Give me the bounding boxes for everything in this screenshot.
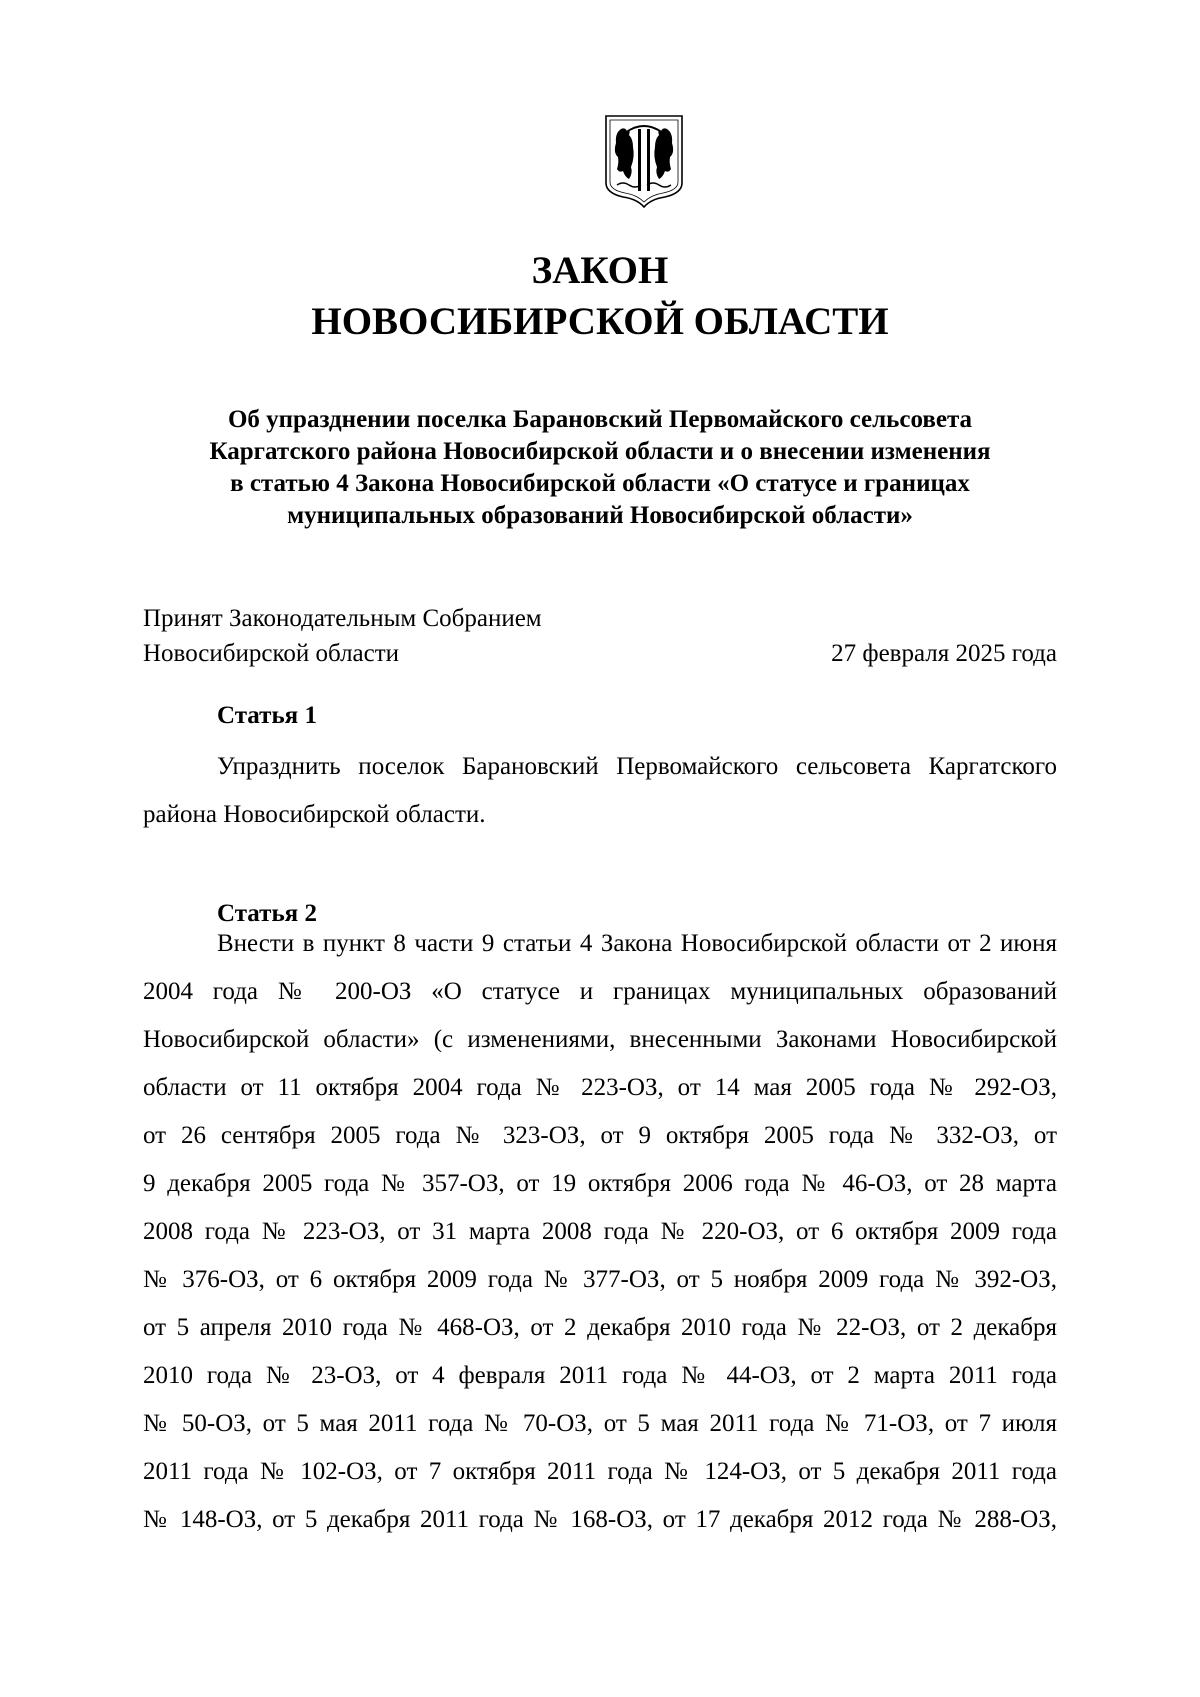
law-subject-heading [150, 404, 1050, 532]
adoption-statement [143, 601, 542, 671]
article-2-line: 2004 года № 200-ОЗ «О статусе и границах муниципальных образований [143, 978, 1057, 1005]
article-1-line: Упразднить поселок Барановский Первомайского сельсовета Каргатского [217, 753, 1057, 780]
article-2-line: 2011 года № 102-ОЗ, от 7 октября 2011 года № 124-ОЗ, от 5 декабря 2011 года [143, 1458, 1057, 1485]
adoption-date: 27 февраля 2025 года [831, 640, 1057, 667]
article-2-line: № 376-ОЗ, от 6 октября 2009 года № 377-ОЗ, от 5 ноября 2009 года № 392-ОЗ, [143, 1266, 1057, 1293]
article-1-line: района Новосибирской области. [143, 801, 486, 828]
article-2-line: от 5 апреля 2010 года № 468-ОЗ, от 2 декабря 2010 года № 22-ОЗ, от 2 декабря [143, 1314, 1057, 1341]
article-2-line: 9 декабря 2005 года № 357-ОЗ, от 19 октября 2006 года № 46-ОЗ, от 28 марта [143, 1170, 1057, 1197]
article-2-line: области от 11 октября 2004 года № 223-ОЗ, от 14 мая 2005 года № 292-ОЗ, [143, 1074, 1057, 1101]
adoption-line-1: Принят Законодательным Собранием [143, 605, 542, 632]
article-1-title: Статья 1 [217, 702, 317, 729]
article-2-line: от 26 сентября 2005 года № 323-ОЗ, от 9 октября 2005 года № 332-ОЗ, от [143, 1122, 1057, 1149]
subject-line: в статью 4 Закона Новосибирской области «О статусе и границах [230, 470, 970, 497]
article-2-text [143, 920, 1057, 1544]
article-2-line: № 50-ОЗ, от 5 мая 2011 года № 70-ОЗ, от 5 мая 2011 года № 71-ОЗ, от 7 июля [143, 1410, 1057, 1437]
novosibirsk-coat-of-arms-icon [603, 113, 685, 209]
subject-line: Об упразднении поселка Барановский Первомайского сельсовета [227, 406, 973, 433]
subject-line: муниципальных образований Новосибирской области» [287, 502, 913, 529]
article-2-title: Статья 2 [217, 900, 317, 927]
subject-line: Каргатского района Новосибирской области и о внесении изменения [209, 438, 991, 465]
article-2-line: Новосибирской области» (с изменениями, внесенными Законами Новосибирской [143, 1026, 1057, 1053]
article-1-text [143, 743, 1057, 839]
article-2-line: 2010 года № 23-ОЗ, от 4 февраля 2011 года № 44-ОЗ, от 2 марта 2011 года [143, 1362, 1057, 1389]
adoption-line-2: Новосибирской области [143, 640, 400, 667]
document-title-line-1: ЗАКОН [531, 249, 669, 292]
article-2-line: 2008 года № 223-ОЗ, от 31 марта 2008 года № 220-ОЗ, от 6 октября 2009 года [143, 1218, 1057, 1245]
article-2-line: № 148-ОЗ, от 5 декабря 2011 года № 168-ОЗ, от 17 декабря 2012 года № 288-ОЗ, [143, 1506, 1057, 1533]
document-title-line-2: НОВОСИБИРСКОЙ ОБЛАСТИ [311, 300, 889, 343]
article-2-line: Внести в пункт 8 части 9 статьи 4 Закона Новосибирской области от 2 июня [217, 930, 1057, 957]
